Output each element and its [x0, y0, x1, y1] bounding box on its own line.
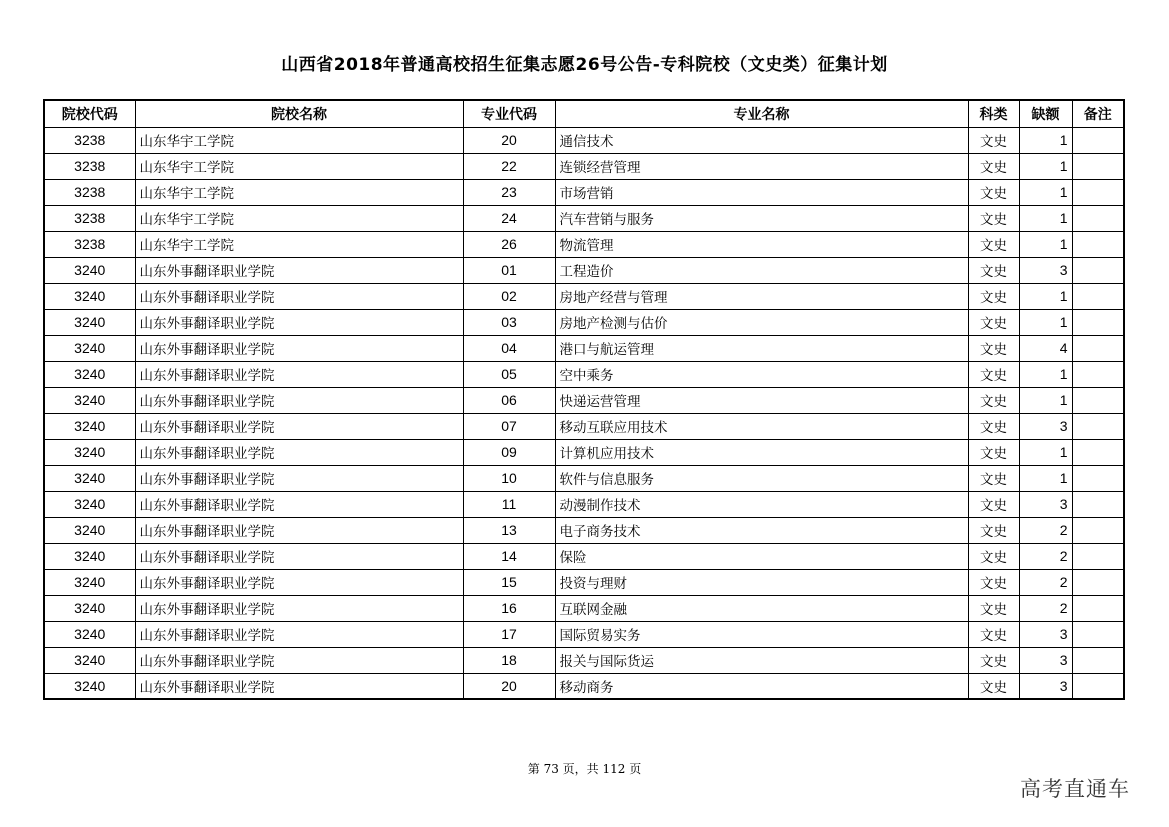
cell-major-name: 国际贸易实务: [555, 621, 968, 647]
cell-category: 文史: [968, 153, 1019, 179]
cell-major-code: 03: [463, 309, 555, 335]
header-school-name: 院校名称: [135, 100, 463, 127]
cell-major-name: 电子商务技术: [555, 517, 968, 543]
cell-school-code: 3240: [44, 647, 135, 673]
cell-school-code: 3240: [44, 387, 135, 413]
cell-major-name: 工程造价: [555, 257, 968, 283]
cell-school-name: 山东华宇工学院: [135, 179, 463, 205]
cell-note: [1072, 465, 1124, 491]
table-row: [44, 361, 1124, 387]
cell-major-name: 移动商务: [555, 673, 968, 699]
cell-category: 文史: [968, 309, 1019, 335]
cell-school-code: 3238: [44, 205, 135, 231]
cell-school-name: 山东外事翻译职业学院: [135, 387, 463, 413]
table-row: [44, 231, 1124, 257]
cell-school-code: 3240: [44, 569, 135, 595]
cell-vacancy: 1: [1019, 387, 1072, 413]
cell-school-code: 3240: [44, 413, 135, 439]
table-row: [44, 179, 1124, 205]
cell-vacancy: 2: [1019, 569, 1072, 595]
cell-category: 文史: [968, 335, 1019, 361]
cell-school-name: 山东外事翻译职业学院: [135, 595, 463, 621]
cell-school-name: 山东华宇工学院: [135, 205, 463, 231]
cell-category: 文史: [968, 257, 1019, 283]
cell-school-name: 山东外事翻译职业学院: [135, 361, 463, 387]
cell-category: 文史: [968, 127, 1019, 153]
cell-category: 文史: [968, 179, 1019, 205]
table-row: [44, 491, 1124, 517]
page-footer: 第 73 页，共 112 页: [527, 762, 642, 776]
header-note: 备注: [1072, 100, 1124, 127]
cell-school-code: 3240: [44, 673, 135, 699]
cell-major-name: 报关与国际货运: [555, 647, 968, 673]
cell-category: 文史: [968, 439, 1019, 465]
cell-major-code: 04: [463, 335, 555, 361]
cell-major-code: 14: [463, 543, 555, 569]
cell-category: 文史: [968, 543, 1019, 569]
cell-category: 文史: [968, 621, 1019, 647]
cell-major-code: 02: [463, 283, 555, 309]
table-row: [44, 205, 1124, 231]
cell-school-code: 3238: [44, 179, 135, 205]
table-row: [44, 257, 1124, 283]
cell-category: 文史: [968, 413, 1019, 439]
cell-school-name: 山东外事翻译职业学院: [135, 517, 463, 543]
cell-vacancy: 1: [1019, 205, 1072, 231]
cell-school-name: 山东外事翻译职业学院: [135, 465, 463, 491]
table-row: [44, 543, 1124, 569]
cell-major-name: 房地产经营与管理: [555, 283, 968, 309]
cell-school-name: 山东外事翻译职业学院: [135, 439, 463, 465]
table-row: [44, 595, 1124, 621]
cell-category: 文史: [968, 569, 1019, 595]
cell-note: [1072, 543, 1124, 569]
table-header-row: [44, 100, 1124, 127]
table-row: [44, 569, 1124, 595]
cell-note: [1072, 439, 1124, 465]
table-body: [44, 127, 1124, 699]
cell-major-name: 汽车营销与服务: [555, 205, 968, 231]
cell-note: [1072, 621, 1124, 647]
cell-vacancy: 2: [1019, 595, 1072, 621]
cell-category: 文史: [968, 231, 1019, 257]
cell-vacancy: 1: [1019, 439, 1072, 465]
cell-major-name: 投资与理财: [555, 569, 968, 595]
cell-major-name: 软件与信息服务: [555, 465, 968, 491]
cell-major-code: 26: [463, 231, 555, 257]
cell-school-code: 3240: [44, 491, 135, 517]
cell-major-code: 06: [463, 387, 555, 413]
cell-major-name: 连锁经营管理: [555, 153, 968, 179]
cell-major-code: 09: [463, 439, 555, 465]
cell-vacancy: 3: [1019, 647, 1072, 673]
cell-note: [1072, 179, 1124, 205]
table-row: [44, 309, 1124, 335]
cell-vacancy: 2: [1019, 543, 1072, 569]
cell-note: [1072, 335, 1124, 361]
cell-note: [1072, 205, 1124, 231]
cell-note: [1072, 413, 1124, 439]
cell-major-code: 15: [463, 569, 555, 595]
cell-major-code: 20: [463, 673, 555, 699]
cell-major-name: 市场营销: [555, 179, 968, 205]
cell-category: 文史: [968, 673, 1019, 699]
cell-school-code: 3240: [44, 621, 135, 647]
cell-school-name: 山东外事翻译职业学院: [135, 647, 463, 673]
cell-school-code: 3240: [44, 335, 135, 361]
cell-school-code: 3238: [44, 127, 135, 153]
cell-school-code: 3240: [44, 257, 135, 283]
cell-school-name: 山东华宇工学院: [135, 153, 463, 179]
cell-major-code: 10: [463, 465, 555, 491]
cell-major-code: 17: [463, 621, 555, 647]
table-row: [44, 647, 1124, 673]
cell-note: [1072, 361, 1124, 387]
watermark: 高考直通车: [1020, 777, 1130, 801]
cell-school-code: 3240: [44, 309, 135, 335]
cell-major-name: 房地产检测与估价: [555, 309, 968, 335]
cell-major-code: 18: [463, 647, 555, 673]
cell-category: 文史: [968, 387, 1019, 413]
cell-school-code: 3238: [44, 231, 135, 257]
cell-vacancy: 3: [1019, 621, 1072, 647]
cell-major-code: 11: [463, 491, 555, 517]
cell-major-name: 空中乘务: [555, 361, 968, 387]
table-row: [44, 413, 1124, 439]
cell-school-code: 3240: [44, 283, 135, 309]
cell-school-name: 山东外事翻译职业学院: [135, 335, 463, 361]
cell-note: [1072, 673, 1124, 699]
cell-category: 文史: [968, 465, 1019, 491]
cell-note: [1072, 283, 1124, 309]
cell-vacancy: 1: [1019, 361, 1072, 387]
cell-school-code: 3240: [44, 439, 135, 465]
header-major-code: 专业代码: [463, 100, 555, 127]
cell-note: [1072, 309, 1124, 335]
cell-major-code: 13: [463, 517, 555, 543]
cell-school-name: 山东华宇工学院: [135, 127, 463, 153]
cell-category: 文史: [968, 595, 1019, 621]
cell-note: [1072, 153, 1124, 179]
cell-school-name: 山东外事翻译职业学院: [135, 257, 463, 283]
cell-note: [1072, 517, 1124, 543]
header-school-code: 院校代码: [44, 100, 135, 127]
table-row: [44, 127, 1124, 153]
cell-major-code: 22: [463, 153, 555, 179]
table-row: [44, 621, 1124, 647]
cell-note: [1072, 231, 1124, 257]
cell-vacancy: 3: [1019, 413, 1072, 439]
cell-school-code: 3240: [44, 361, 135, 387]
page-title: 山西省2018年普通高校招生征集志愿26号公告-专科院校（文史类）征集计划: [281, 55, 888, 75]
cell-category: 文史: [968, 361, 1019, 387]
cell-note: [1072, 595, 1124, 621]
cell-vacancy: 1: [1019, 127, 1072, 153]
cell-note: [1072, 387, 1124, 413]
cell-vacancy: 1: [1019, 153, 1072, 179]
cell-vacancy: 4: [1019, 335, 1072, 361]
cell-school-name: 山东外事翻译职业学院: [135, 673, 463, 699]
table-row: [44, 517, 1124, 543]
header-major-name: 专业名称: [555, 100, 968, 127]
cell-major-name: 计算机应用技术: [555, 439, 968, 465]
cell-vacancy: 3: [1019, 673, 1072, 699]
cell-category: 文史: [968, 491, 1019, 517]
table-row: [44, 673, 1124, 699]
cell-school-code: 3238: [44, 153, 135, 179]
cell-school-name: 山东外事翻译职业学院: [135, 491, 463, 517]
table-row: [44, 153, 1124, 179]
cell-major-code: 16: [463, 595, 555, 621]
cell-note: [1072, 257, 1124, 283]
cell-category: 文史: [968, 283, 1019, 309]
cell-major-code: 01: [463, 257, 555, 283]
enrollment-table: [43, 99, 1125, 700]
table-row: [44, 387, 1124, 413]
cell-vacancy: 3: [1019, 257, 1072, 283]
cell-vacancy: 1: [1019, 465, 1072, 491]
cell-major-code: 23: [463, 179, 555, 205]
header-vacancy: 缺额: [1019, 100, 1072, 127]
cell-school-code: 3240: [44, 543, 135, 569]
cell-category: 文史: [968, 517, 1019, 543]
table-row: [44, 439, 1124, 465]
table-row: [44, 283, 1124, 309]
cell-major-name: 移动互联应用技术: [555, 413, 968, 439]
cell-vacancy: 1: [1019, 283, 1072, 309]
cell-school-name: 山东外事翻译职业学院: [135, 621, 463, 647]
cell-major-name: 物流管理: [555, 231, 968, 257]
cell-school-name: 山东外事翻译职业学院: [135, 283, 463, 309]
cell-major-name: 港口与航运管理: [555, 335, 968, 361]
cell-major-name: 保险: [555, 543, 968, 569]
cell-major-code: 07: [463, 413, 555, 439]
cell-school-code: 3240: [44, 595, 135, 621]
cell-note: [1072, 569, 1124, 595]
header-category: 科类: [968, 100, 1019, 127]
cell-school-code: 3240: [44, 465, 135, 491]
cell-vacancy: 1: [1019, 231, 1072, 257]
cell-school-name: 山东外事翻译职业学院: [135, 309, 463, 335]
cell-category: 文史: [968, 205, 1019, 231]
table-row: [44, 335, 1124, 361]
cell-school-name: 山东外事翻译职业学院: [135, 543, 463, 569]
cell-vacancy: 1: [1019, 309, 1072, 335]
cell-vacancy: 1: [1019, 179, 1072, 205]
cell-school-name: 山东外事翻译职业学院: [135, 569, 463, 595]
cell-vacancy: 3: [1019, 491, 1072, 517]
cell-school-name: 山东外事翻译职业学院: [135, 413, 463, 439]
cell-note: [1072, 647, 1124, 673]
cell-major-code: 24: [463, 205, 555, 231]
cell-vacancy: 2: [1019, 517, 1072, 543]
cell-major-code: 20: [463, 127, 555, 153]
cell-major-name: 通信技术: [555, 127, 968, 153]
cell-major-name: 快递运营管理: [555, 387, 968, 413]
cell-major-name: 互联网金融: [555, 595, 968, 621]
table-row: [44, 465, 1124, 491]
cell-note: [1072, 491, 1124, 517]
cell-note: [1072, 127, 1124, 153]
cell-major-name: 动漫制作技术: [555, 491, 968, 517]
cell-school-code: 3240: [44, 517, 135, 543]
cell-school-name: 山东华宇工学院: [135, 231, 463, 257]
cell-major-code: 05: [463, 361, 555, 387]
cell-category: 文史: [968, 647, 1019, 673]
